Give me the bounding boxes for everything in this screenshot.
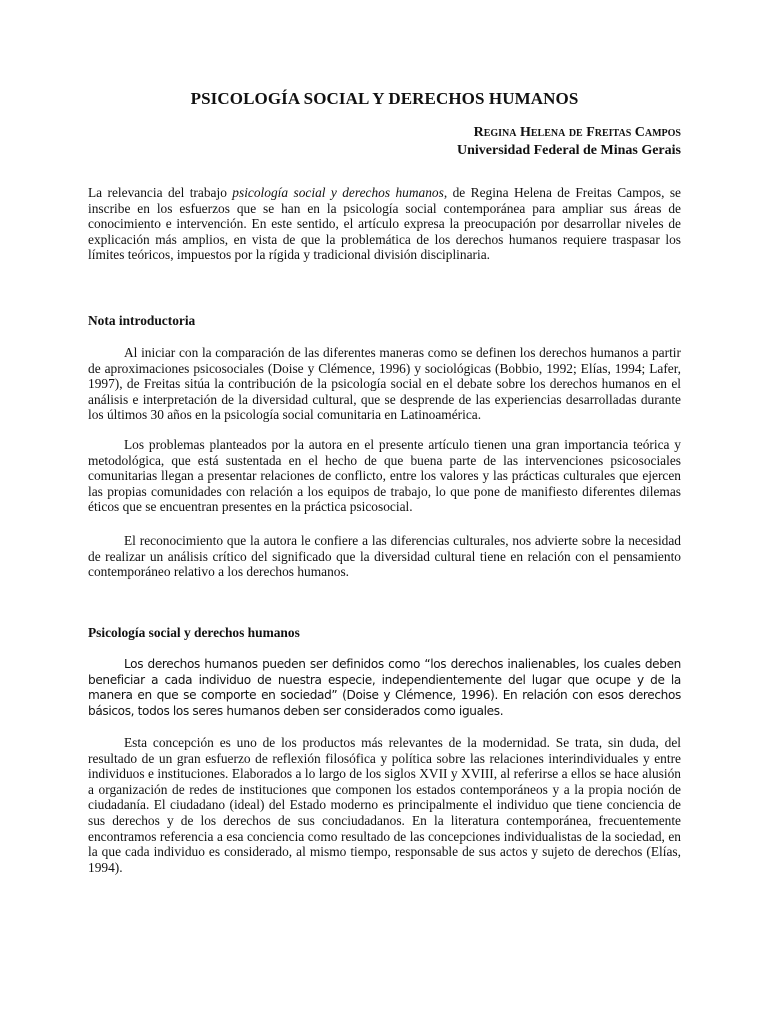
author-name: Regina Helena de Freitas Campos [473,125,681,140]
abstract-text-start: La relevancia del trabajo [88,185,233,200]
section-1-paragraph-2: Los problemas planteados por la autora en el presente artículo tienen una gran importancia teórica y metodológica, que está sustentada en el hecho de que buena parte de las intervenciones psicosociales comunitarias llegan a presentar relaciones de conflicto, entre los valores y las prácticas culturales que ejercen las propias comunidades con relación a los equipos de trabajo, lo que pone de manifiesto diferentes dilemas éticos que se encuentran presentes en la práctica psicosocial. [88,437,681,515]
section-2-paragraph-1: Los derechos humanos pueden ser definidos como “los derechos inalienables, los cuales deben beneficiar a cada individuo de nuestra especie, independientemente del lugar que ocupe y de la manera en que se comporte en sociedad” (Doise y Clémence, 1996). En relación con esos derechos básicos, todos los seres humanos deben ser considerados como iguales. [88,657,681,718]
abstract-text-end: , de Regina Helena de Freitas Campos, se inscribe en los esfuerzos que se han en la psicología social contemporánea para ampliar sus áreas de conocimiento e intervención. En este sentido, el artículo expresa la preocupación por desarrollar niveles de explicación más amplios, en vista de que la problemática de los derechos humanos requiere traspasar los límites teóricos, impuestos por la rígida y tradicional división disciplinaria. [88,185,681,263]
section-1-paragraph-1: Al iniciar con la comparación de las diferentes maneras como se definen los derechos humanos a partir de aproximaciones psicosociales (Doise y Clémence, 1996) y sociológicas (Bobbio, 1992; Elías, 1994; Lafer, 1997), de Freitas sitúa la contribución de la psicología social en el debate sobre los derechos humanos en el análisis e interpretación de la diversidad cultural, que se desprende de las experiencias desarrolladas durante los últimos 30 años en la psicología social comunitaria en Latinoamérica. [88,345,681,423]
author-affiliation: Universidad Federal de Minas Gerais [457,143,681,158]
author-block [457,124,681,160]
document-title: PSICOLOGÍA SOCIAL Y DERECHOS HUMANOS [190,89,579,108]
section-2-paragraph-2: Esta concepción es uno de los productos más relevantes de la modernidad. Se trata, sin duda, del resultado de un gran esfuerzo de reflexión filosófica y política sobre las relaciones interindividuales y entre individuos e instituciones. Elaborados a lo largo de los siglos XVII y XVIII, al referirse a ellos se hace alusión a organización de redes de instituciones que componen los estados contemporáneos y a la propia noción de ciudadanía. El ciudadano (ideal) del Estado moderno es principalmente el individuo que tiene conciencia de sus derechos y de los derechos de sus conciudadanos. En la literatura contemporánea, frecuentemente encontramos referencia a esa conciencia como resultado de las concepciones individualistas de la sociedad, en la que cada individuo es considerado, al mismo tiempo, responsable de sus actos y sujeto de derechos (Elías, 1994). [88,735,681,875]
section-heading-psicologia-social: Psicología social y derechos humanos [88,625,300,640]
abstract-paragraph [88,185,681,263]
abstract-italic-title: psicología social y derechos humanos [232,185,444,200]
section-1-paragraph-3: El reconocimiento que la autora le confiere a las diferencias culturales, nos advierte sobre la necesidad de realizar un análisis crítico del significado que la diversidad cultural tiene en relación con el pensamiento contemporáneo relativo a los derechos humanos. [88,533,681,580]
section-heading-nota-introductoria: Nota introductoria [88,313,196,328]
